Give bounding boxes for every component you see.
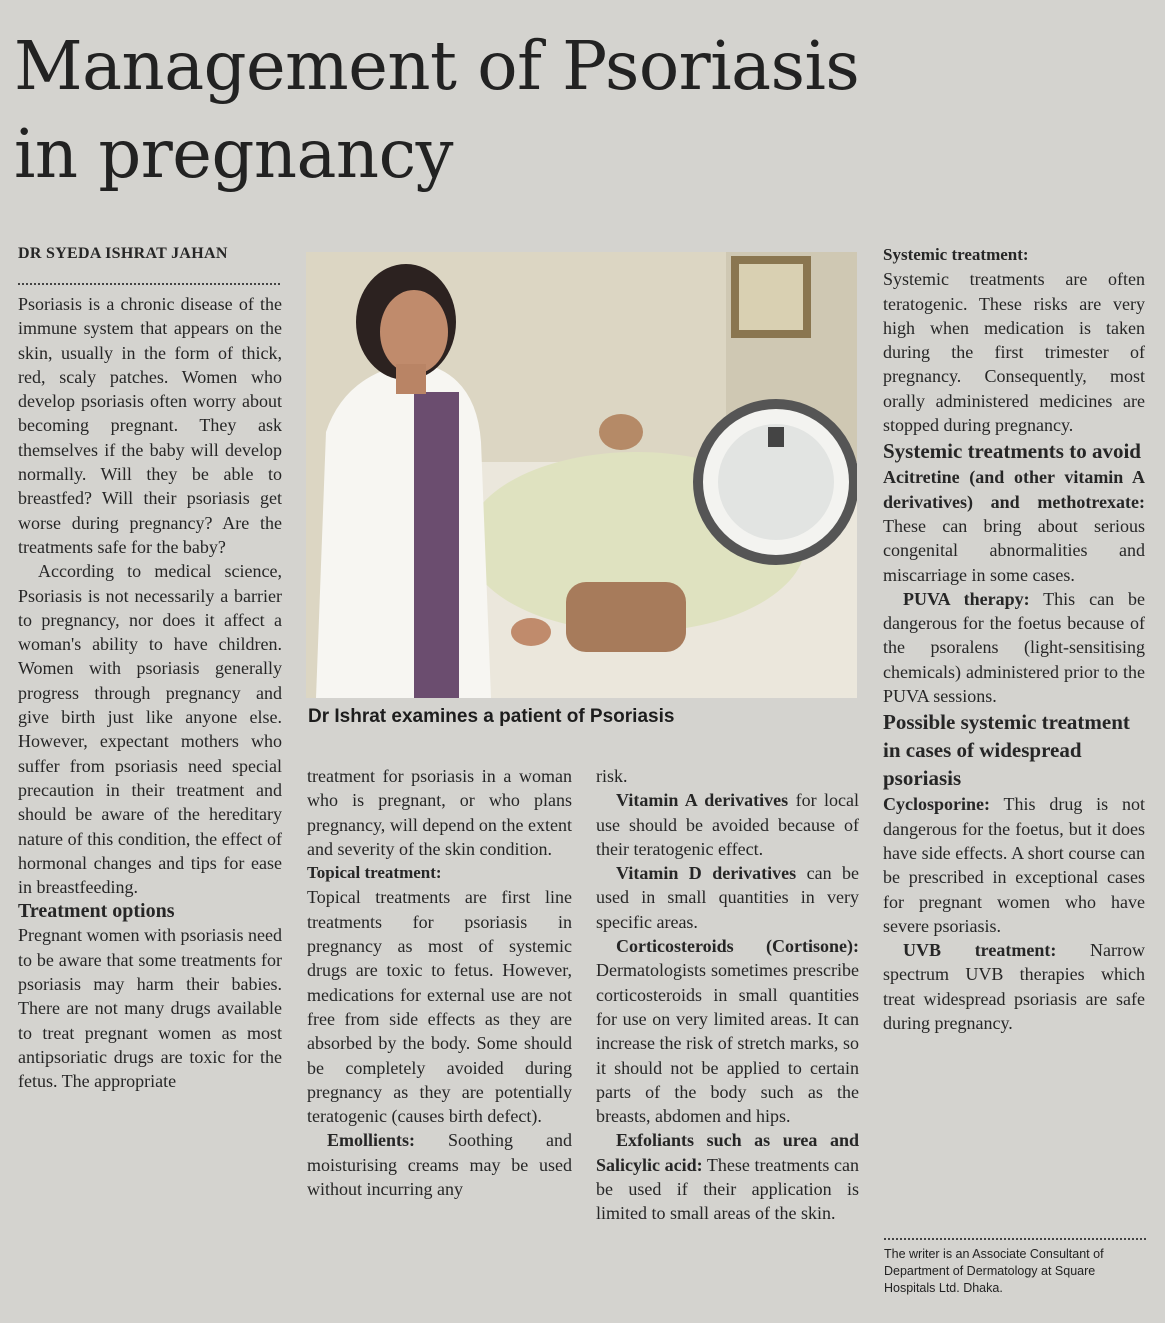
col3-vitamin-a-text: for local use should be avoided because of their teratogenic effect. [596,790,860,859]
col2-heading-topical: Topical treatment: [307,863,442,883]
headline-line-2: in pregnancy [14,115,453,193]
col3-paragraph-3 [596,861,859,934]
col4-paragraph-2 [883,465,1145,586]
headline-line-1: Management of Psoriasis [14,27,860,105]
col4-puva-text: This can be dangerous for the foetus because of the psoralens (light-sensitising chemicals) administered prior to the PUVA sessions. [883,588,1145,707]
column-2 [307,764,572,1201]
col4-uvb-label: UVB treatment: [903,940,1057,961]
byline-divider [18,283,280,285]
col1-paragraph-1: Psoriasis is a chronic disease of the immune system that appears on the skin, usually in the form of thick, red, scaly patches. Women who develop psoriasis often worry about becoming pregnant. They ask themselves if the baby will develop normally. Will they be able to breastfed? Will their psoriasis get worse during pregnancy? Are the treatments safe for the baby? [18,294,282,557]
footnote-divider [884,1238,1146,1240]
col1-paragraph-3: Pregnant women with psoriasis need to be aware that some treatments for psoriasis may harm their babies. There are not many drugs available to treat pregnant women as most antipsoriatic drugs are toxic for the fetus. The appropriate [18,925,282,1092]
col4-paragraph-5 [883,938,1145,1035]
col3-exfoliants-text: These treatments can be used if their application is limited to small areas of the skin. [596,1154,859,1224]
col4-heading-systemic: Systemic treatment: [883,245,1029,264]
article-photo [306,252,857,698]
col3-exfoliants-label: Exfoliants such as urea and Salicylic acid: [596,1130,859,1175]
col4-cyclosporine-text: This drug is not dangerous for the foetus, but it does have side effects. A short course can be prescribed in exceptional cases for pregnant women who have severe psoriasis. [883,794,1145,936]
col4-acitretine-text: These can bring about serious congenital abnormalities and miscarriage in some cases. [883,515,1145,585]
col4-puva-label: PUVA therapy: [903,588,1030,609]
col3-paragraph-1: risk. [596,766,628,786]
col1-heading-treatment-options: Treatment options [18,900,175,923]
column-4 [883,243,1145,1035]
column-3 [596,764,859,1226]
author-footnote: The writer is an Associate Consultant of Department of Dermatology at Square Hospitals Ltd. Dhaka. [884,1247,1104,1295]
col2-emollients-label: Emollients: [327,1130,415,1151]
col4-paragraph-4 [883,792,1145,938]
column-1 [18,292,282,1094]
col4-cyclosporine-label: Cyclosporine: [883,794,990,815]
doctor-examining-patient-image [306,252,857,698]
col3-corticosteroids-text: Dermatologists sometimes prescribe corticosteroids in small quantities for use on very limited areas. It can increase the risk of stretch marks, so it should not be applied to certain parts of the body such as the breasts, abdomen and hips. [596,960,859,1127]
col4-acitretine-label: Acitretine (and other vitamin A derivatives) and methotrexate: [883,467,1145,512]
col2-paragraph-1: treatment for psoriasis in a woman who is pregnant, or who plans pregnancy, will depend on the extent and severity of the skin condition. [307,766,572,859]
col2-emollients-text: Soothing and moisturising creams may be used without incurring any [307,1130,572,1200]
col3-paragraph-4 [596,934,859,1128]
col3-vitamin-d-label: Vitamin D derivatives [616,863,797,884]
col4-paragraph-3 [883,587,1145,708]
col4-heading-widespread: Possible systemic treatment in cases of widespread psoriasis [883,710,1130,791]
col2-paragraph-3 [307,1128,572,1201]
col3-vitamin-d-text: can be used in small quantities in very specific areas. [596,863,859,932]
col2-paragraph-2: Topical treatments are first line treatments for psoriasis in pregnancy as most of systemic drugs are toxic to fetus. However, medications for external use are not free from side effects as they are absorbed by the body. Some should be completely avoided during pregnancy as they are potentially teratogenic (causes birth defect). [307,887,572,1127]
col3-vitamin-a-label: Vitamin A derivatives [616,790,789,811]
col4-heading-to-avoid: Systemic treatments to avoid [883,439,1141,464]
col3-corticosteroids-label: Corticosteroids (Cortisone): [616,936,859,957]
col4-uvb-text: Narrow spectrum UVB therapies which treat widespread psoriasis are safe during pregnancy. [883,940,1145,1034]
photo-caption: Dr Ishrat examines a patient of Psoriasis [308,706,675,727]
col1-paragraph-2: According to medical science, Psoriasis is not necessarily a barrier to pregnancy, nor does it affect a woman's ability to have children. Women with psoriasis generally progress through pregnancy and give birth just like anyone else. However, expectant mothers who suffer from psoriasis need special precaution in their treatment and should be aware of the hereditary nature of this condition, the effect of hormonal changes and tips for ease in breastfeeding. [18,561,282,898]
col3-paragraph-2 [596,788,859,861]
col3-paragraph-5 [596,1128,859,1225]
byline: DR SYEDA ISHRAT JAHAN [18,245,228,262]
col4-paragraph-1: Systemic treatments are often teratogenic. These risks are very high when medication is taken during the first trimester of pregnancy. Consequently, most orally administered medicines are stopped during pregnancy. [883,269,1145,436]
headline [14,22,859,198]
